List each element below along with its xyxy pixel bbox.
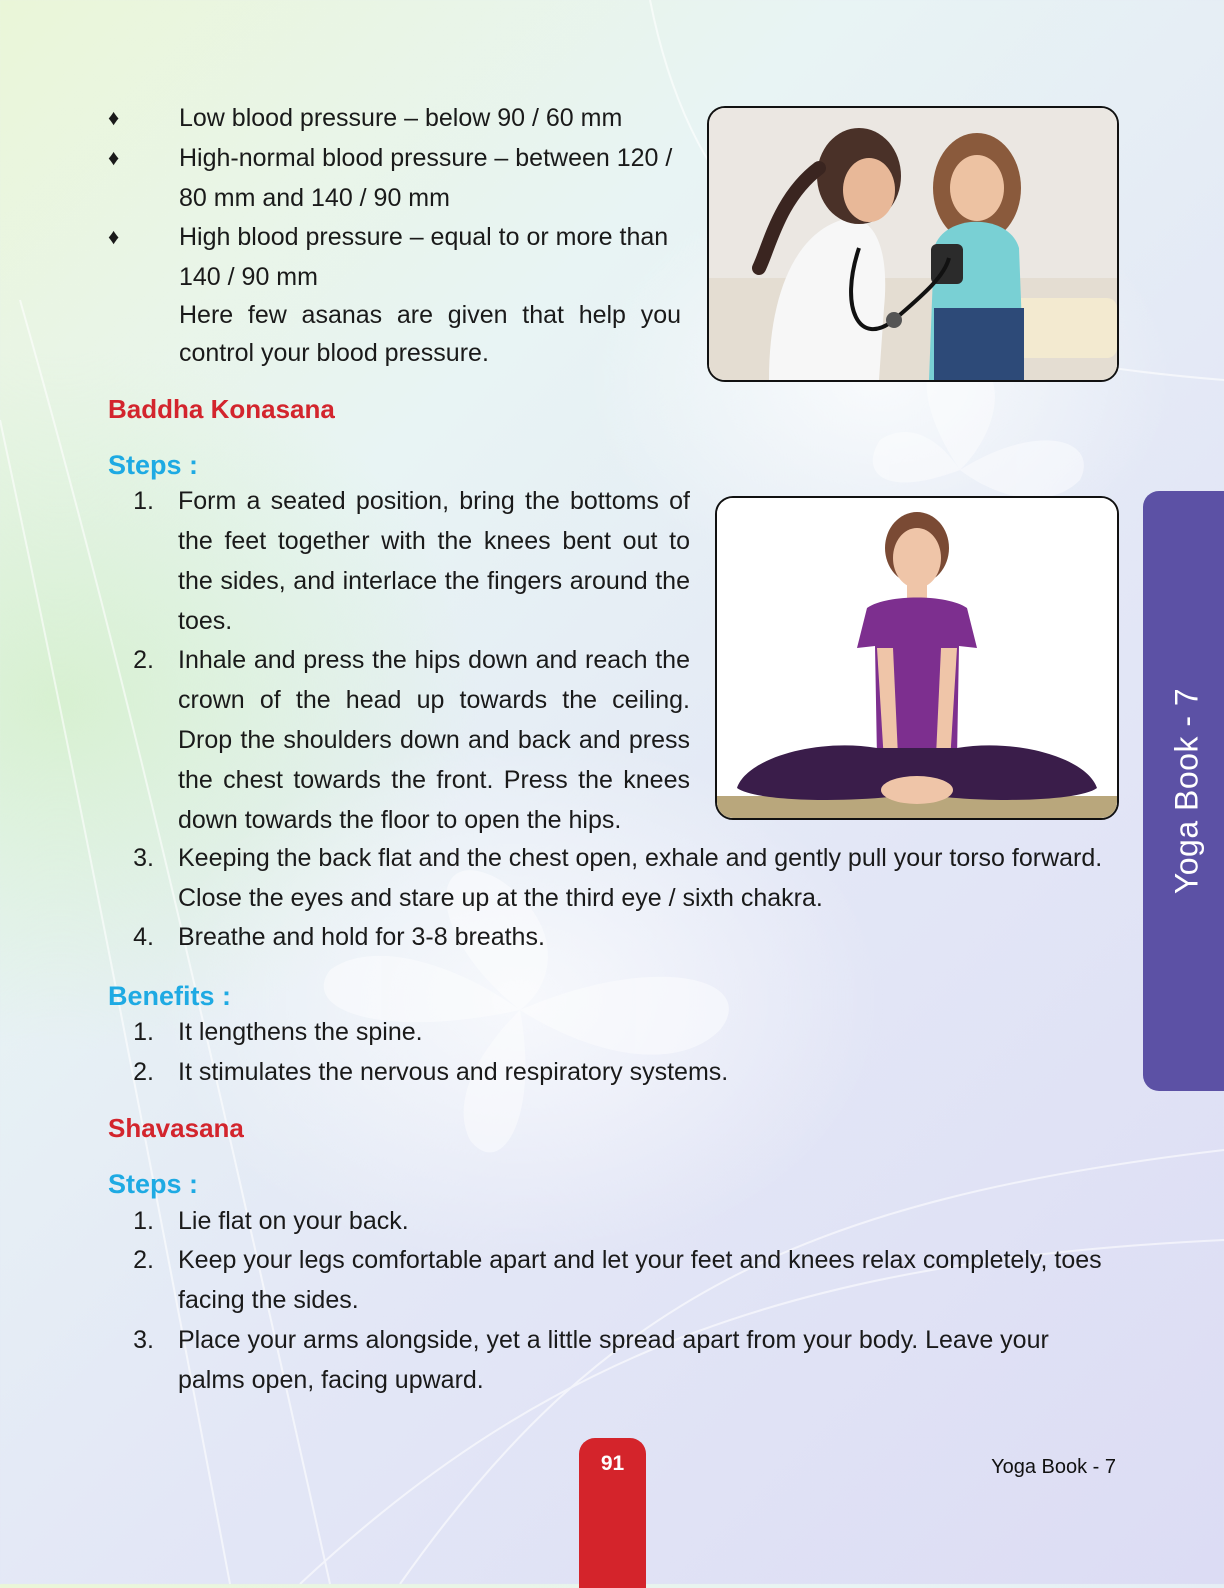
bp-item-high-cont: 140 / 90 mm: [179, 263, 318, 291]
step-number: 3.: [133, 1326, 154, 1354]
step-text: Breathe and hold for 3-8 breaths.: [178, 923, 545, 951]
step-text: Inhale and press the hips down and reach the crown of the head up towards the ceiling. Drop the shoulders down and back and press the chest towards the front. Press the knees down towards the floor to open the hips.: [178, 646, 690, 834]
side-tab-label: Yoga Book - 7: [1168, 687, 1205, 895]
section-title-baddha-konasana: Baddha Konasana: [108, 394, 335, 424]
blood-pressure-photo: [707, 106, 1119, 382]
bullet-diamond-icon: ♦: [108, 105, 120, 130]
step-number: 3.: [133, 844, 154, 872]
doctor-checking-girl-illustration: [709, 108, 1117, 380]
bp-item-high: High blood pressure – equal to or more than: [179, 223, 669, 251]
bp-item-high-normal: High-normal blood pressure – between 120 /: [179, 144, 673, 172]
steps-heading: Steps :: [108, 1169, 199, 1199]
section-title-shavasana: Shavasana: [108, 1113, 244, 1143]
benefit-text: It stimulates the nervous and respiratory systems.: [178, 1058, 729, 1086]
benefit-number: 1.: [133, 1018, 154, 1046]
step-number: 1.: [133, 1207, 154, 1235]
step-text: Place your arms alongside, yet a little spread apart from your body. Leave your palms open, facing upward.: [178, 1326, 1049, 1394]
steps-heading: Steps :: [108, 450, 199, 480]
bullet-diamond-icon: ♦: [108, 224, 120, 249]
step-text: Keeping the back flat and the chest open, exhale and gently pull your torso forward. Close the eyes and stare up at the third eye / sixth chakra.: [178, 844, 1103, 912]
step-text: Lie flat on your back.: [178, 1207, 409, 1235]
step-number: 2.: [133, 1246, 154, 1274]
step-text: Keep your legs comfortable apart and let your feet and knees relax completely, toes facing the sides.: [178, 1246, 1102, 1314]
step-text: Form a seated position, bring the bottoms of the feet together with the knees bent out to the sides, and interlace the fingers around the toes.: [178, 487, 690, 635]
bp-item-high-normal-cont: 80 mm and 140 / 90 mm: [179, 184, 450, 212]
step-number: 1.: [133, 487, 154, 515]
benefits-heading: Benefits :: [108, 981, 232, 1011]
woman-in-bound-angle-pose-illustration: [717, 498, 1117, 818]
intro-paragraph: Here few asanas are given that help you control your blood pressure.: [179, 301, 681, 367]
bp-item-low: Low blood pressure – below 90 / 60 mm: [179, 104, 623, 132]
baddha-konasana-photo: [715, 496, 1119, 820]
footer-book-label: Yoga Book - 7: [991, 1456, 1116, 1478]
step-number: 4.: [133, 923, 154, 951]
benefit-text: It lengthens the spine.: [178, 1018, 423, 1046]
page-number: 91: [600, 1452, 625, 1475]
benefit-number: 2.: [133, 1058, 154, 1086]
step-number: 2.: [133, 646, 154, 674]
bullet-diamond-icon: ♦: [108, 145, 120, 170]
